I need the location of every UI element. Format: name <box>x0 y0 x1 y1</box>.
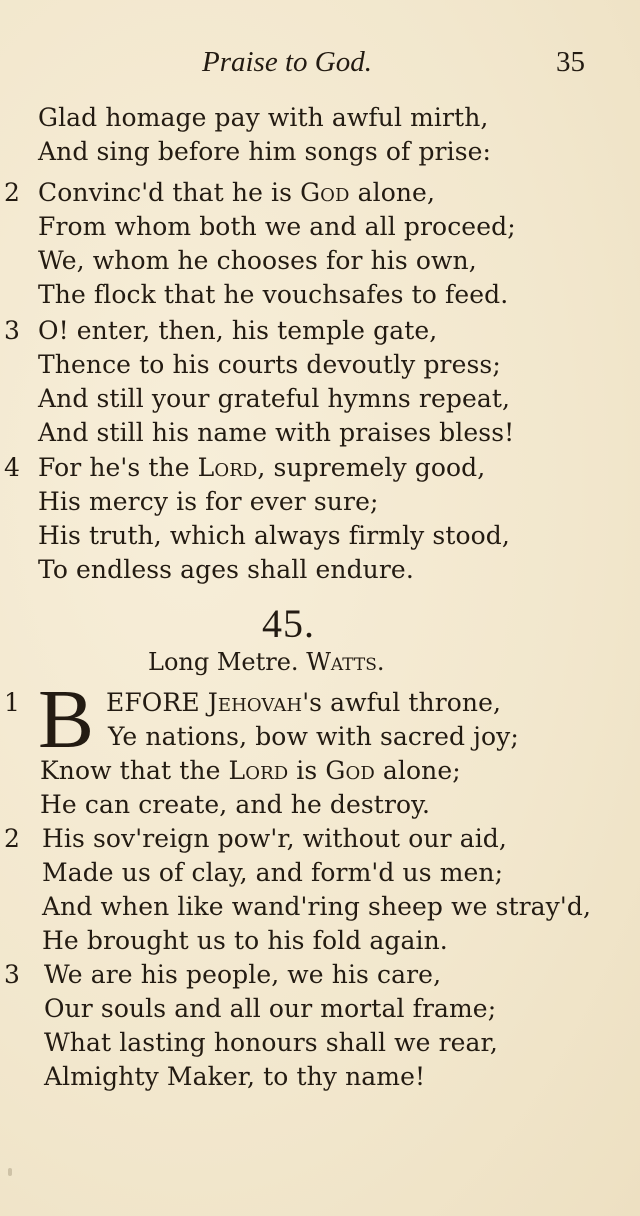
text-segment: is <box>288 756 326 785</box>
hymn-meter-line <box>148 646 385 678</box>
stanza-number: 4 <box>4 453 20 482</box>
verse-line: He can create, and he destroy. <box>40 790 431 819</box>
verse-line: Thence to his courts devoutly press; <box>38 350 501 379</box>
verse-line: And when like wand'ring sheep we stray'd, <box>42 892 591 921</box>
verse-line <box>38 176 435 210</box>
verse-line: To endless ages shall endure. <box>38 555 414 584</box>
small-caps-word: Jehovah <box>207 688 303 717</box>
hymn-number: 45. <box>262 601 315 646</box>
verse-line: And sing before him songs of prise: <box>38 137 492 166</box>
text-segment: , supremely good, <box>257 453 486 482</box>
text-segment: For he's the <box>38 453 198 482</box>
text-segment: EFORE <box>106 688 208 717</box>
stanza-number: 2 <box>4 824 20 853</box>
text-segment: Convinc'd that he is <box>38 178 301 207</box>
small-caps-word: Lord <box>197 453 258 482</box>
text-segment: alone; <box>374 756 461 785</box>
verse-line: The flock that he vouchsafes to feed. <box>38 280 509 309</box>
verse-line <box>40 754 461 788</box>
verse-line: And still his name with praises bless! <box>38 418 515 447</box>
verse-line: He brought us to his fold again. <box>42 926 448 955</box>
text-segment: 's awful throne, <box>302 688 502 717</box>
page-number: 35 <box>556 46 585 78</box>
text-segment: Know that the <box>40 756 229 785</box>
verse-line: His mercy is for ever sure; <box>38 487 379 516</box>
verse-line: We are his people, we his care, <box>44 960 442 989</box>
small-caps-word: Lord <box>228 756 289 785</box>
stanza-number: 1 <box>4 688 20 717</box>
verse-line: Glad homage pay with awful mirth, <box>38 103 489 132</box>
verse-line: We, whom he chooses for his own, <box>38 246 477 275</box>
verse-line <box>106 686 501 720</box>
small-caps-word: God <box>325 756 375 785</box>
verse-line: O! enter, then, his temple gate, <box>38 316 438 345</box>
verse-line: Made us of clay, and form'd us men; <box>42 858 504 887</box>
verse-line: What lasting honours shall we rear, <box>44 1028 498 1057</box>
running-head <box>0 46 640 82</box>
verse-line <box>38 451 485 485</box>
verse-line: Almighty Maker, to thy name! <box>44 1062 426 1091</box>
meter-label: Long Metre. <box>148 648 299 676</box>
small-caps-word: God <box>300 178 350 207</box>
stanza-number: 3 <box>4 960 20 989</box>
verse-line: Our souls and all our mortal frame; <box>44 994 497 1023</box>
page-title: Praise to God. <box>202 46 372 78</box>
verse-line: Ye nations, bow with sacred joy; <box>108 722 519 751</box>
stanza-number: 2 <box>4 178 20 207</box>
paper-blemish <box>8 1168 12 1176</box>
verse-line: His sov'reign pow'r, without our aid, <box>42 824 507 853</box>
stanza-number: 3 <box>4 316 20 345</box>
author-name: Watts. <box>306 648 385 676</box>
verse-line: And still your grateful hymns repeat, <box>38 384 511 413</box>
verse-line: From whom both we and all proceed; <box>38 212 516 241</box>
drop-cap: B <box>38 673 95 766</box>
verse-line: His truth, which always firmly stood, <box>38 521 510 550</box>
text-segment: alone, <box>349 178 436 207</box>
